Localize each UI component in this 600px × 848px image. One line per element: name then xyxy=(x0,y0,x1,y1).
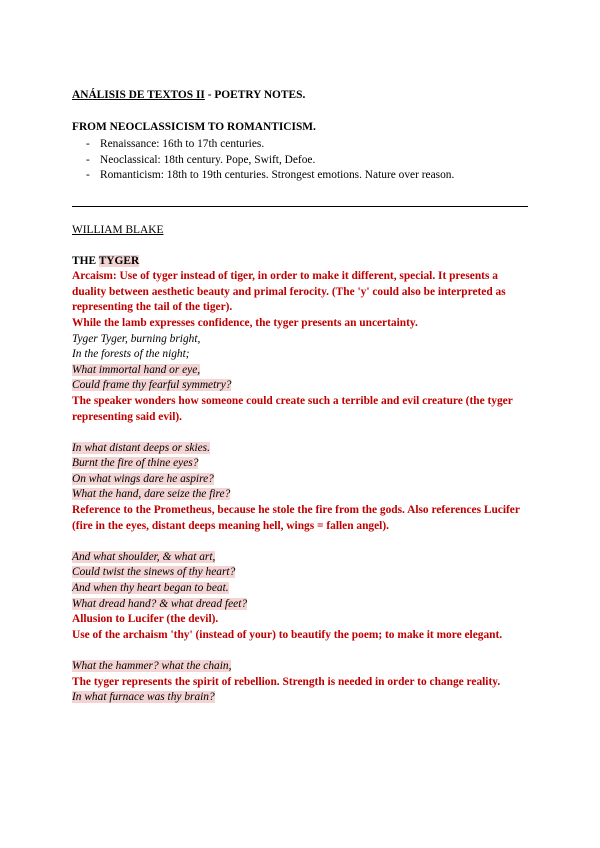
horizontal-divider xyxy=(72,206,528,207)
verse-line: And when thy heart began to beat. xyxy=(72,582,229,595)
note-text: While the lamb expresses confidence, the tyger presents an uncertainty. xyxy=(72,316,418,329)
verse-line: And what shoulder, & what art, xyxy=(72,550,216,563)
poem-title-prefix: THE xyxy=(72,254,99,267)
poem-title xyxy=(72,254,528,270)
period-list xyxy=(72,137,528,184)
stanza xyxy=(72,332,528,394)
list-item: - Neoclassical: 18th century. Pope, Swift, Defoe. xyxy=(72,153,528,169)
document-title xyxy=(72,88,528,104)
note-text: Arcaism: Use of tyger instead of tiger, in order to make it different, special. It presents a duality between aesthetic beauty and primal ferocity. (The 'y' could also be interpreted as representing the tail of the tiger). xyxy=(72,270,506,314)
verse-line: Could frame thy fearful symmetry? xyxy=(72,379,232,392)
verse-line: In what distant deeps or skies. xyxy=(72,441,210,454)
verse-line: What dread hand? & what dread feet? xyxy=(72,597,248,610)
note-text: The tyger represents the spirit of rebellion. Strength is needed in order to change reality. xyxy=(72,675,501,688)
section-heading: FROM NEOCLASSICISM TO ROMANTICISM. xyxy=(72,120,316,133)
verse-line: Burnt the fire of thine eyes? xyxy=(72,457,199,470)
document-page xyxy=(72,88,528,706)
note-text: Use of the archaism 'thy' (instead of your) to beautify the poem; to make it more elegant. xyxy=(72,628,503,641)
verse-line: On what wings dare he aspire? xyxy=(72,472,214,485)
poem-title-word: TYGER xyxy=(98,254,140,267)
stanza xyxy=(72,441,528,503)
list-item: - Renaissance: 16th to 17th centuries. xyxy=(72,137,528,153)
verse-line: Tyger Tyger, burning bright, xyxy=(72,332,201,345)
course-name: ANÁLISIS DE TEXTOS II xyxy=(72,89,205,101)
course-subtitle: - POETRY NOTES. xyxy=(204,89,306,101)
note-text: Reference to the Prometheus, because he stole the fire from the gods. Also references Lucifer (fire in the eyes, distant deeps meaning hell, wings = fallen angel). xyxy=(72,504,520,532)
verse-line: What the hand, dare seize the fire? xyxy=(72,488,231,501)
stanza xyxy=(72,550,528,612)
verse-line: Could twist the sinews of thy heart? xyxy=(72,566,236,579)
author-heading: WILLIAM BLAKE xyxy=(72,223,164,236)
verse-line: What immortal hand or eye, xyxy=(72,363,201,376)
verse-line: What the hammer? what the chain, xyxy=(72,660,232,672)
verse-line: In what furnace was thy brain? xyxy=(72,691,215,704)
note-text: Allusion to Lucifer (the devil). xyxy=(72,613,219,626)
verse-line: In the forests of the night; xyxy=(72,348,190,361)
list-item: - Romanticism: 18th to 19th centuries. Strongest emotions. Nature over reason. xyxy=(72,168,528,184)
note-text: The speaker wonders how someone could create such a terrible and evil creature (the tyger representing said evil). xyxy=(72,394,513,423)
